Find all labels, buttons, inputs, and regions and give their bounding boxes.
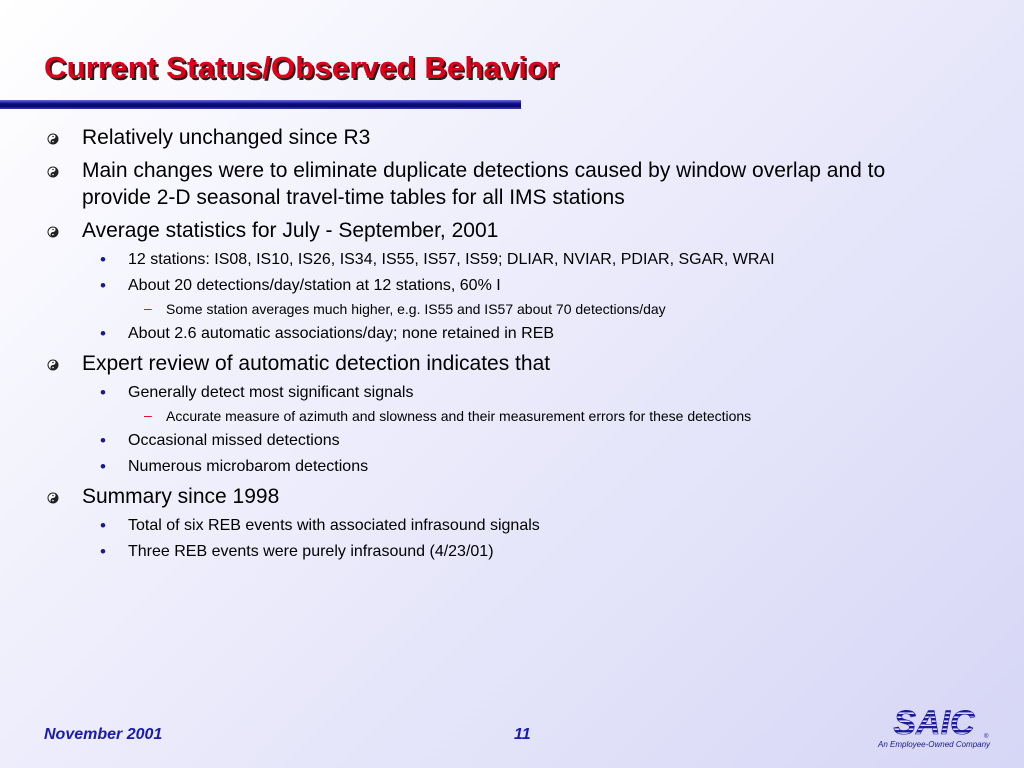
yin-yang-bullet-icon [44, 124, 62, 151]
bullet-text: Three REB events were purely infrasound (4/23/01) [128, 543, 494, 560]
bullet-text: Summary since 1998 [82, 485, 280, 508]
bullet-item [44, 483, 944, 510]
bullet-item [44, 157, 944, 211]
dot-bullet-icon: • [100, 542, 106, 561]
dot-bullet-icon: • [100, 457, 106, 476]
yin-yang-bullet-icon [44, 350, 62, 377]
sub-bullet-item [44, 249, 944, 270]
dash-bullet-icon: – [144, 407, 152, 423]
sub-bullet-item [44, 275, 944, 296]
bullet-text: Expert review of automatic detection indicates that [82, 352, 551, 375]
slide-title: Current Status/Observed Behavior [44, 50, 559, 85]
bullet-text: Average statistics for July - September, 2001 [82, 219, 499, 242]
bullet-item [44, 350, 944, 377]
bullet-text: Total of six REB events with associated infrasound signals [128, 517, 540, 534]
footer-date: November 2001 [44, 726, 163, 743]
svg-text:SAIC: SAIC [893, 704, 975, 742]
dot-bullet-icon: • [100, 431, 106, 450]
bullet-text: Numerous microbarom detections [128, 458, 369, 475]
bullet-text: Relatively unchanged since R3 [82, 126, 371, 149]
sub-bullet-item [44, 541, 944, 562]
yin-yang-bullet-icon [44, 483, 62, 510]
dash-bullet-icon: – [144, 300, 152, 316]
yin-yang-bullet-icon [44, 217, 62, 244]
dot-bullet-icon: • [100, 324, 106, 343]
logo-tagline: An Employee-Owned Company [878, 740, 991, 749]
sub-bullet-item [44, 456, 944, 477]
sub-bullet-item [44, 430, 944, 451]
bullet-text: Accurate measure of azimuth and slowness and their measurement errors for these detections [166, 408, 752, 424]
bullet-text: 12 stations: IS08, IS10, IS26, IS34, IS55, IS57, IS59; DLIAR, NVIAR, PDIAR, SGAR, WRAI [128, 251, 775, 268]
yin-yang-bullet-icon [44, 157, 62, 184]
title-underline [0, 100, 521, 109]
bullet-text: About 20 detections/day/station at 12 stations, 60% I [128, 277, 501, 294]
sub-bullet-item [44, 323, 944, 344]
sub-bullet-item [44, 382, 944, 403]
bullet-list [44, 124, 944, 562]
bullet-text: Occasional missed detections [128, 432, 340, 449]
dot-bullet-icon: • [100, 516, 106, 535]
bullet-text: Some station averages much higher, e.g. IS55 and IS57 about 70 detections/day [166, 301, 666, 317]
sub-sub-bullet-item [44, 407, 944, 425]
sub-bullet-item [44, 515, 944, 536]
bullet-item [44, 217, 944, 244]
svg-text:®: ® [984, 734, 989, 740]
bullet-text: Main changes were to eliminate duplicate detections caused by window overlap and to provide 2-D seasonal travel-time tables for all IMS stations [82, 159, 886, 209]
bullet-item [44, 124, 944, 151]
dot-bullet-icon: • [100, 383, 106, 402]
sub-sub-bullet-item [44, 300, 944, 318]
dot-bullet-icon: • [100, 276, 106, 295]
page-number: 11 [514, 726, 531, 743]
dot-bullet-icon: • [100, 250, 106, 269]
bullet-text: Generally detect most significant signals [128, 384, 414, 401]
bullet-text: About 2.6 automatic associations/day; none retained in REB [128, 325, 555, 342]
